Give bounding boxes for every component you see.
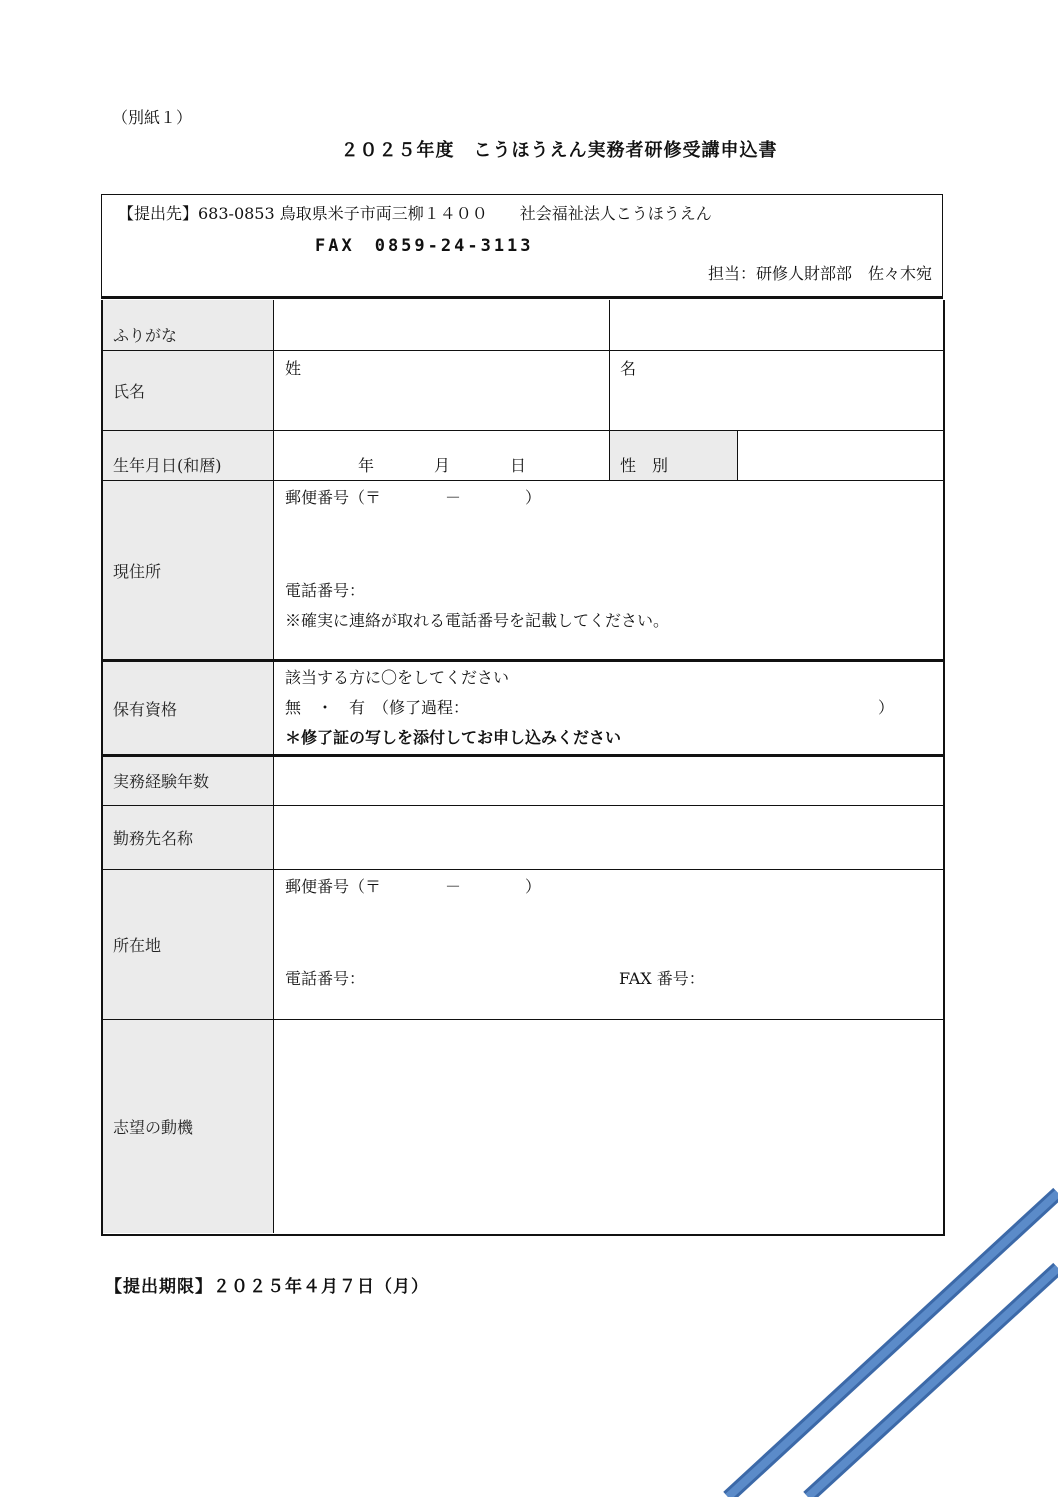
workplace-label: 勤務先名称: [103, 805, 274, 869]
stripe-line: [728, 1193, 1058, 1497]
location-postal-code: 郵便番号（〒 － ）: [285, 877, 542, 896]
address-label: 現住所: [103, 480, 274, 660]
location-label: 所在地: [103, 869, 274, 1020]
submission-deadline: 【提出期限】２０２５年４月７日（月）: [105, 1277, 429, 1297]
address-phone-note: ※確実に連絡が取れる電話番号を記載してください。: [285, 611, 670, 630]
qualification-instruction: 該当する方に〇をしてください: [285, 668, 510, 687]
qualification-close-paren: ）: [878, 698, 895, 717]
birth-year-unit: 年: [358, 456, 375, 475]
furigana-label: ふりがな: [103, 300, 274, 350]
address-phone: 電話番号：: [285, 581, 366, 600]
qualification-note: ＊修了証の写しを添付してお申し込みください: [285, 728, 622, 747]
name-label: 氏名: [103, 350, 274, 430]
destination-contact-person: 担当：研修人財部部 佐々木宛: [707, 264, 932, 283]
location-phone: 電話番号：: [285, 969, 366, 988]
destination-fax: FAX 0859-24-3113: [315, 236, 534, 256]
address-postal-code: 郵便番号（〒 － ）: [285, 488, 542, 507]
birth-day-unit: 日: [510, 456, 527, 475]
qualification-label: 保有資格: [103, 661, 274, 755]
motivation-label: 志望の動機: [103, 1020, 274, 1233]
qualification-options: 無 ・ 有 （修了過程：: [285, 698, 470, 717]
location-fax: FAX 番号：: [619, 969, 705, 988]
page-title: ２０２５年度 こうほうえん実務者研修受講申込書: [340, 140, 778, 161]
birth-month-unit: 月: [434, 456, 451, 475]
birth-date-label: 生年月日(和暦): [103, 430, 274, 480]
surname-label: 姓: [285, 359, 302, 378]
destination-address: 【提出先】683-0853 鳥取県米子市両三柳１４００ 社会福祉法人こうほうえん: [118, 204, 712, 223]
experience-label: 実務経験年数: [103, 756, 274, 805]
gender-label: 性 別: [610, 430, 737, 480]
attachment-label: （別紙１）: [112, 108, 193, 127]
given-name-label: 名: [620, 359, 637, 378]
